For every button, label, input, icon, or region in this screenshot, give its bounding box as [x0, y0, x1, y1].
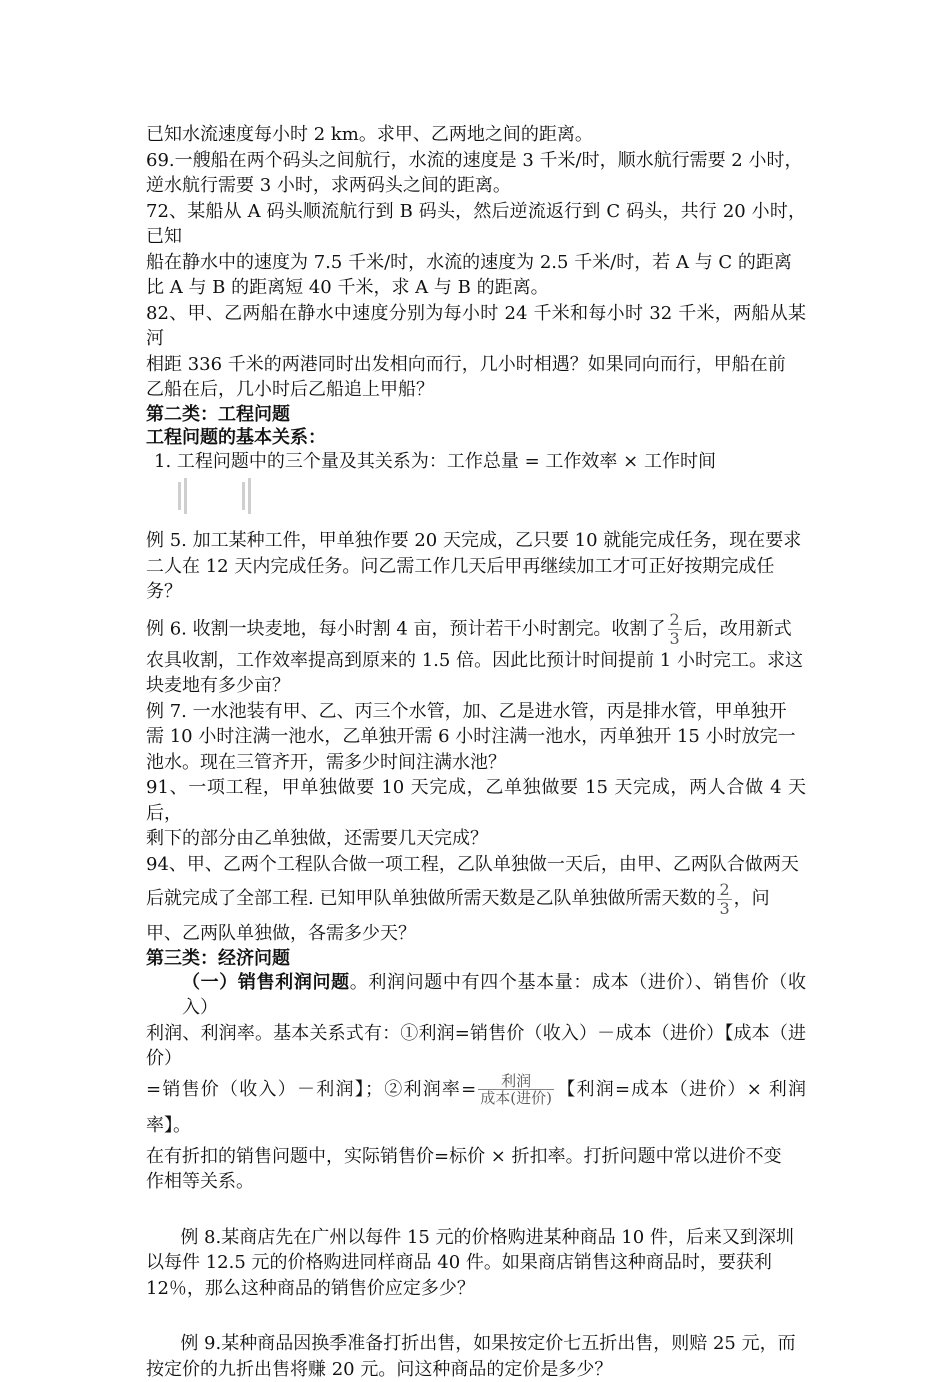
- profit-rate-formula: [146, 1072, 806, 1144]
- text-line: 在有折扣的销售问题中，实际销售价=标价 × 折扣率。打折问题中常以进价不变: [146, 1144, 806, 1170]
- text-line: 二人在 12 天内完成任务。问乙需工作几天后甲再继续加工才可正好按期完成任: [146, 554, 806, 580]
- text-line: 以每件 12.5 元的价格购进同样商品 40 件。如果商店销售这种商品时，要获利: [146, 1250, 806, 1276]
- text-fragment: =销售价（收入）－利润】；②利润率=: [146, 1079, 476, 1100]
- text-fragment: 后就完成了全部工程. 已知甲队单独做所需天数是乙队单独做所需天数的: [146, 888, 715, 909]
- problem-94: 94、甲、乙两个工程队合做一项工程，乙队单独做一天后，由甲、乙两队合做两天: [146, 852, 806, 878]
- problem-72: 72、某船从 A 码头顺流航行到 B 码头，然后逆流返行到 C 码头，共行 20 小时，已知: [146, 199, 806, 250]
- text-line: 乙船在后，几小时后乙船追上甲船？: [146, 377, 806, 403]
- problem-69: 69.一艘船在两个码头之间航行，水流的速度是 3 千米/时，顺水航行需要 2 小时，: [146, 148, 806, 174]
- example-5: 例 5. 加工某种工件，甲单独作要 20 天完成，乙只要 10 就能完成任务，现在要求: [146, 528, 806, 554]
- text-line: 块麦地有多少亩？: [146, 673, 806, 699]
- text-line: 利润、利润率。基本关系式有：①利润=销售价（收入）－成本（进价）【成本（进价）: [146, 1021, 806, 1072]
- text-fragment: 例 6. 收割一块麦地，每小时割 4 亩，预计若干小时割完。收割了: [146, 618, 666, 639]
- section-heading-engineering: 第二类：工程问题: [146, 403, 806, 426]
- document-body: [146, 122, 806, 1382]
- example-7: 例 7. 一水池装有甲、乙、丙三个水管，加、乙是进水管，丙是排水管，甲单独开: [146, 699, 806, 725]
- blank-line: [146, 1301, 806, 1331]
- text-fragment: 后，改用新式: [684, 618, 792, 639]
- subsection-title: （一）销售利润问题: [182, 972, 350, 993]
- text-line: 农具收割，工作效率提高到原来的 1.5 倍。因此比预计时间提前 1 小时完工。求这: [146, 648, 806, 674]
- text-fragment: ，问: [734, 888, 770, 909]
- text-line: 需 10 小时注满一池水，乙单独开需 6 小时注满一池水，丙单独开 15 小时放完一: [146, 724, 806, 750]
- section-heading-economics: 第三类：经济问题: [146, 947, 806, 970]
- fraction-two-thirds: $\frac{2}{3}$: [668, 611, 682, 648]
- text-line: 作相等关系。: [146, 1169, 806, 1195]
- problem-91: 91、一项工程，甲单独做要 10 天完成，乙单独做要 15 天完成，两人合做 4 天后，: [146, 775, 806, 826]
- text-line: 池水。现在三管齐开，需多少时间注满水池？: [146, 750, 806, 776]
- example-8: 例 8.某商店先在广州以每件 15 元的价格购进某种商品 10 件，后来又到深圳: [146, 1225, 806, 1251]
- subheading-basic-relations: 工程问题的基本关系：: [146, 426, 806, 449]
- fraction-two-thirds: $\frac{2}{3}$: [717, 881, 731, 918]
- text-line: 12％，那么这种商品的销售价应定多少？: [146, 1276, 806, 1302]
- text-fragment: 。利润问题中有四个基本量：成本（进价）、销售价（收入）: [182, 972, 806, 1019]
- text-line: 按定价的九折出售将赚 20 元。问这种商品的定价是多少？: [146, 1357, 806, 1382]
- fraction-profit-rate: $\frac{\text{利润}}{\text{成本(进价)}}$: [478, 1073, 554, 1106]
- text-line: 务？: [146, 579, 806, 605]
- sales-profit-intro: [146, 970, 806, 1021]
- relation-item-1: 1. 工程问题中的三个量及其关系为：工作总量 = 工作效率 × 工作时间: [146, 449, 806, 475]
- example-6: [146, 611, 806, 648]
- text-line: 逆水航行需要 3 小时，求两码头之间的距离。: [146, 173, 806, 199]
- text-line: 相距 336 千米的两港同时出发相向而行，几小时相遇？如果同向而行，甲船在前: [146, 352, 806, 378]
- text-fragment: 【利润=成本（进价）× 利润率】。: [146, 1079, 806, 1136]
- faded-image-icon: [238, 478, 260, 514]
- text-line: 船在静水中的速度为 7.5 千米/时，水流的速度为 2.5 千米/时，若 A 与 C 的距离: [146, 250, 806, 276]
- blank-line: [146, 1195, 806, 1225]
- text-line: 剩下的部分由乙单独做，还需要几天完成？: [146, 826, 806, 852]
- faded-image-icon: [174, 478, 196, 514]
- text-line: 已知水流速度每小时 2 km。求甲、乙两地之间的距离。: [146, 122, 806, 148]
- text-line: 比 A 与 B 的距离短 40 千米，求 A 与 B 的距离。: [146, 275, 806, 301]
- example-9: 例 9.某种商品因换季准备打折出售，如果按定价七五折出售，则赔 25 元，而: [146, 1331, 806, 1357]
- problem-82: 82、甲、乙两船在静水中速度分别为每小时 24 千米和每小时 32 千米，两船从某河: [146, 301, 806, 352]
- text-line: [146, 877, 806, 921]
- faded-formula-image: [146, 474, 806, 528]
- text-line: 甲、乙两队单独做，各需多少天？: [146, 921, 806, 947]
